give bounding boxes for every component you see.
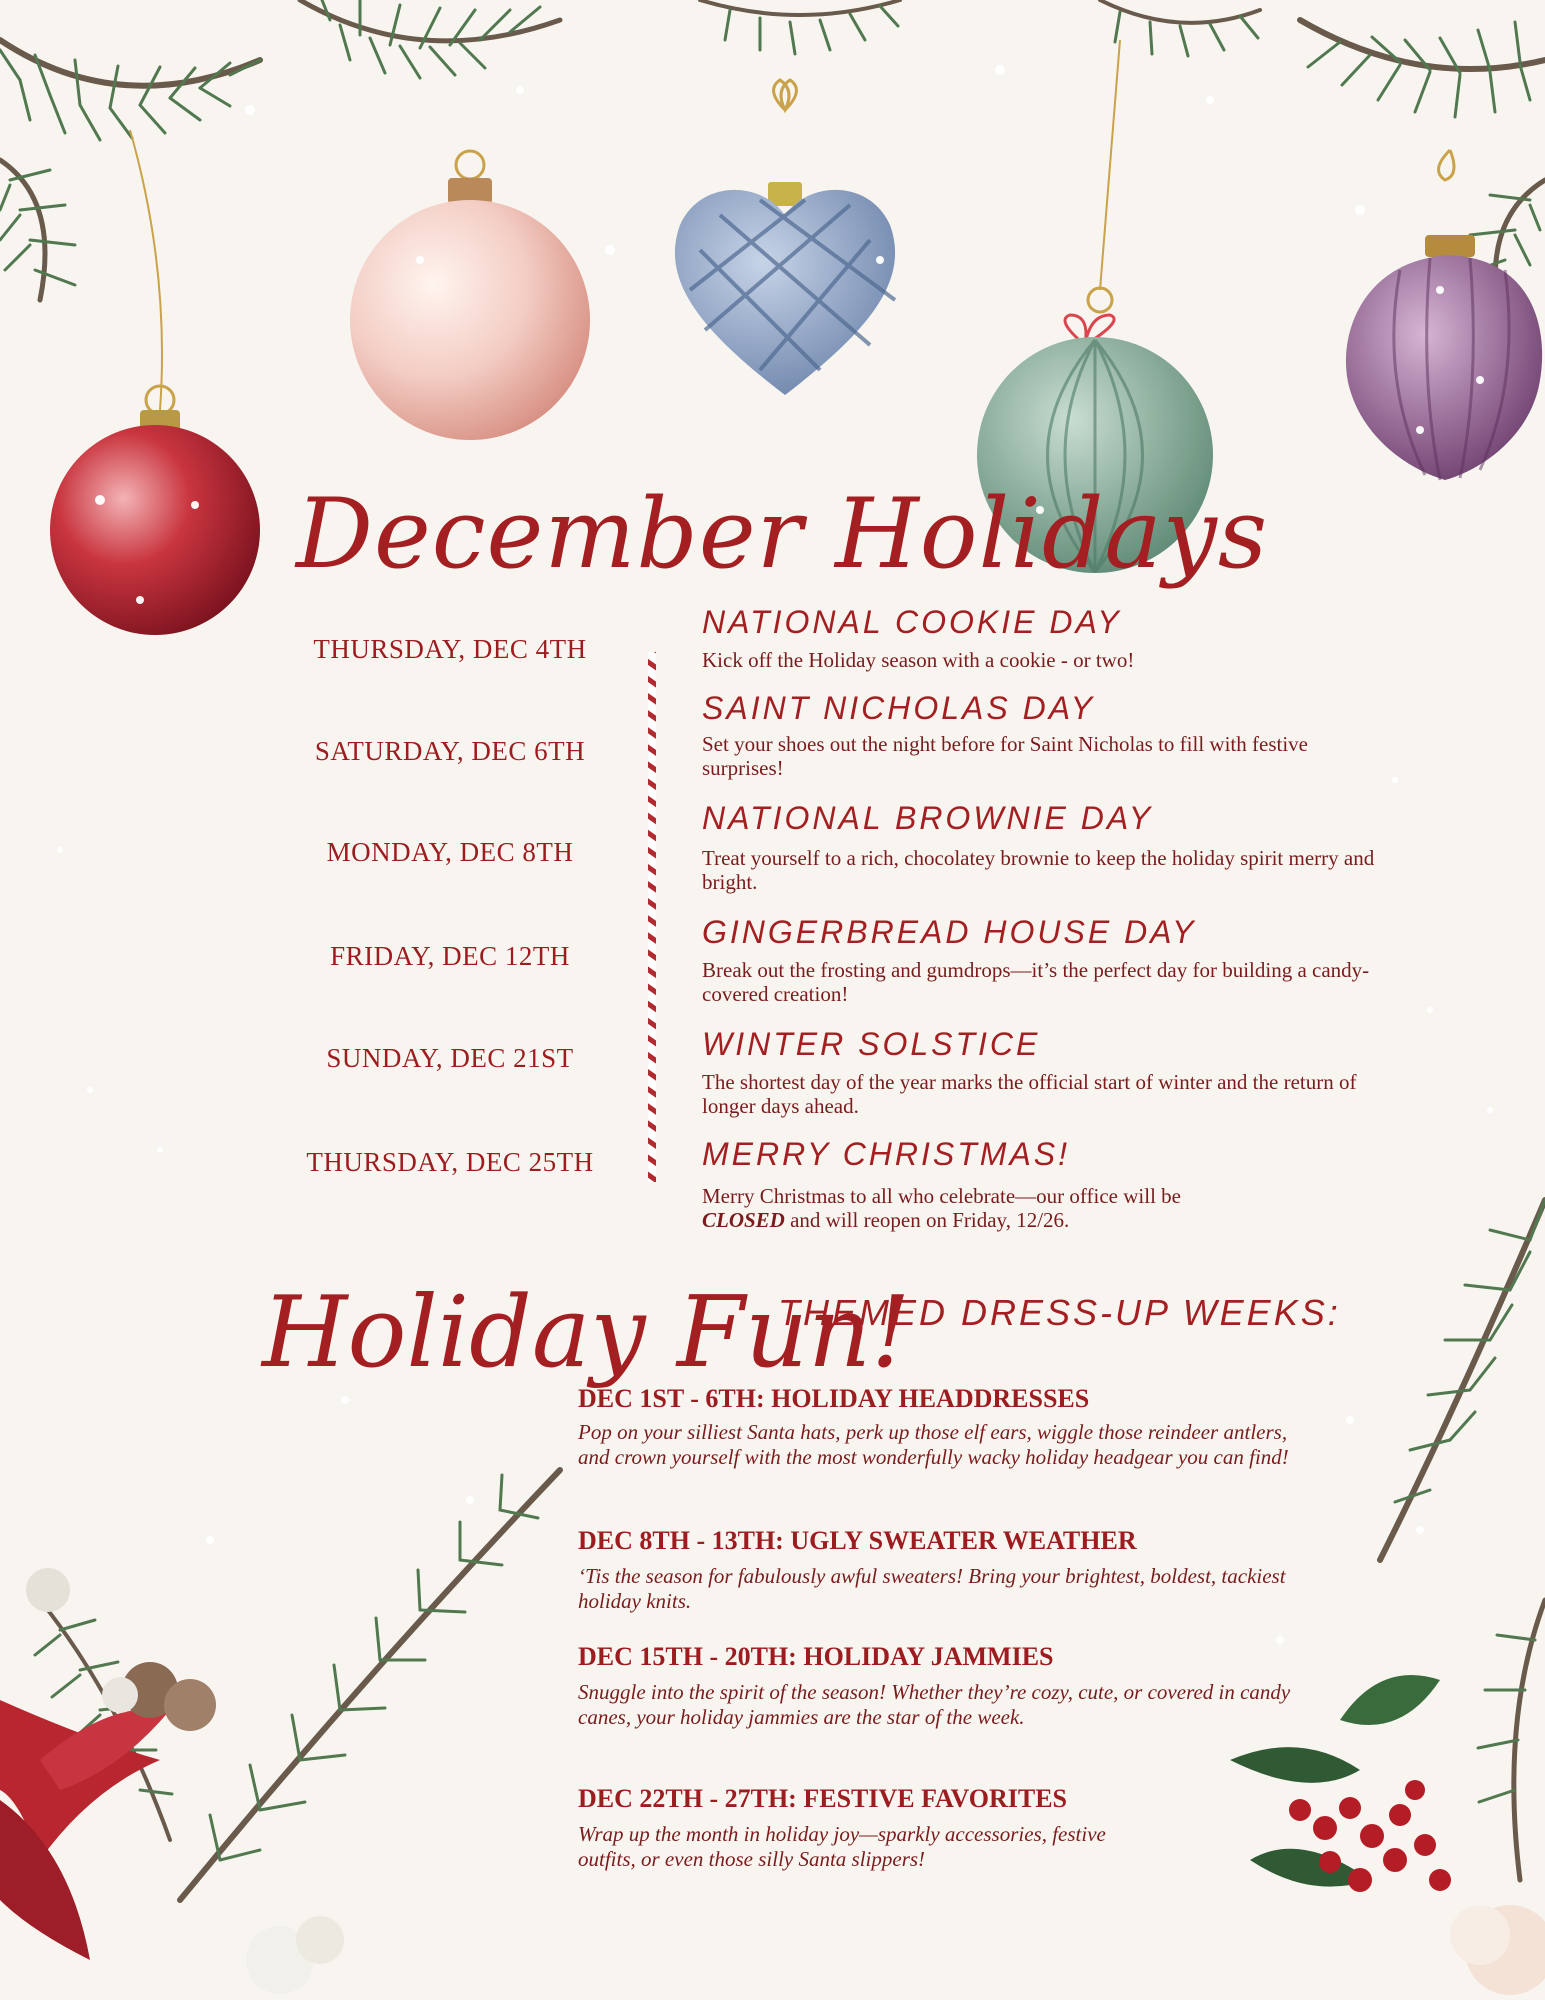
blue-heart-ornament [675,80,895,395]
event-description [702,1184,1392,1232]
event-name: NATIONAL COOKIE DAY [702,604,1122,640]
event-description: Break out the frosting and gumdrops—it’s the perfect day for building a candy-covered creation! [702,958,1370,1006]
event-name: NATIONAL BROWNIE DAY [702,800,1154,836]
event-name: MERRY CHRISTMAS! [702,1136,1071,1172]
event-description: Treat yourself to a rich, chocolatey brownie to keep the holiday spirit merry and bright. [702,846,1375,894]
event-date: FRIDAY, DEC 12TH [330,941,570,971]
week-description: Snuggle into the spirit of the season! Whether they’re cozy, cute, or covered in candy canes, your holiday jammies are the star of the week. [578,1680,1291,1729]
week-title: DEC 22TH - 27TH: FESTIVE FAVORITES [578,1784,1067,1813]
week-title: DEC 15TH - 20TH: HOLIDAY JAMMIES [578,1642,1054,1671]
christmas-reopen-text: and will reopen on Friday, 12/26. [790,1208,1070,1232]
event-date: SATURDAY, DEC 6TH [314,736,586,766]
event-name: GINGERBREAD HOUSE DAY [702,914,1197,950]
red-ornament [50,130,260,635]
poinsettia-illustration [0,1568,344,1994]
closed-notice: CLOSED [702,1208,785,1232]
holiday-fun-title: Holiday Fun! [262,1276,911,1390]
candy-cane-divider [648,652,656,1182]
event-date: THURSDAY, DEC 25TH [306,1147,594,1177]
event-date: SUNDAY, DEC 21ST [326,1043,574,1073]
christmas-description-text: Merry Christmas to all who celebrate—our office will be [702,1184,1181,1208]
event-date: MONDAY, DEC 8TH [326,837,574,867]
event-description: Set your shoes out the night before for Saint Nicholas to fill with festive surprises! [702,732,1308,780]
purple-ornament [1346,150,1542,480]
event-name: WINTER SOLSTICE [702,1026,1041,1062]
december-holidays-title: December Holidays [296,478,1269,590]
week-title: DEC 1ST - 6TH: HOLIDAY HEADDRESSES [578,1384,1090,1413]
event-date: THURSDAY, DEC 4TH [313,634,587,664]
event-description: The shortest day of the year marks the official start of winter and the return of longer days ahead. [702,1070,1357,1118]
week-title: DEC 8TH - 13TH: UGLY SWEATER WEATHER [578,1526,1137,1555]
pink-ornament [350,151,590,440]
event-name: SAINT NICHOLAS DAY [702,690,1096,726]
event-description: Kick off the Holiday season with a cookie - or two! [702,648,1135,672]
week-description: Pop on your silliest Santa hats, perk up those elf ears, wiggle those reindeer antlers, and crown yourself with the most wonderfully wacky holiday headgear you can find! [578,1420,1289,1469]
week-description: ‘Tis the season for fabulously awful sweaters! Bring your brightest, boldest, tackiest holiday knits. [578,1564,1286,1613]
dress-up-weeks-subtitle: THEMED DRESS-UP WEEKS: [778,1292,1341,1333]
week-description: Wrap up the month in holiday joy—sparkly accessories, festive outfits, or even those silly Santa slippers! [578,1822,1106,1871]
